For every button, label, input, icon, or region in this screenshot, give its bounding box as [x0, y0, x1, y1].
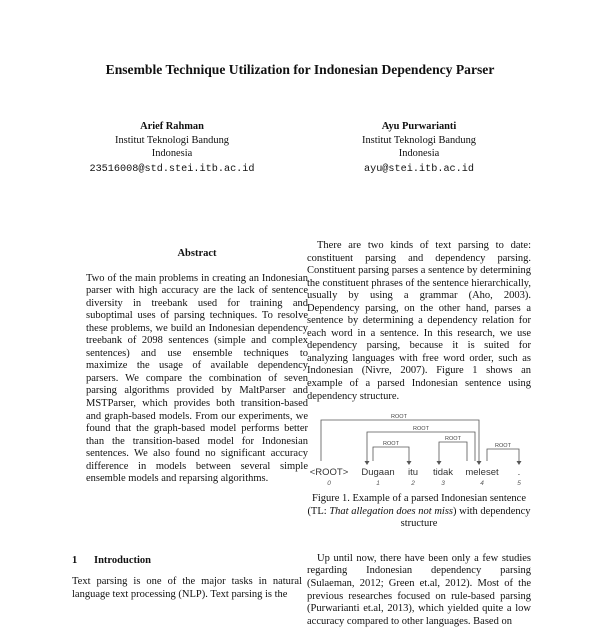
- token-index: 1: [376, 480, 380, 488]
- arc-label: ROOT: [391, 414, 407, 421]
- section-heading-introduction: [72, 555, 151, 566]
- token-index: 4: [480, 480, 484, 488]
- section-title: Introduction: [94, 555, 151, 566]
- token-word: Dugaan: [361, 467, 395, 479]
- figure-caption: [307, 493, 531, 531]
- token-index: 3: [441, 480, 445, 488]
- intro-text: Text parsing is one of the major tasks in natural language text processing (NLP). Text parsing is the: [72, 576, 302, 600]
- arc-dugaan-itu: [373, 447, 409, 461]
- author-email: 23516008@std.stei.itb.ac.id: [89, 163, 255, 175]
- dependency-figure: [307, 411, 531, 487]
- arc-label: ROOT: [413, 426, 429, 433]
- arc-label: ROOT: [445, 436, 461, 443]
- token-index: 0: [327, 480, 331, 488]
- caption-translation: That allegation does not miss: [329, 505, 453, 517]
- token-word: tidak: [432, 467, 454, 479]
- caption-text-end: ) with dependency structure: [400, 505, 531, 530]
- abstract-heading: Abstract: [177, 248, 217, 259]
- token-word: itu: [407, 467, 419, 479]
- arc-meleset-period: [487, 449, 519, 461]
- arc-meleset-tidak: [439, 442, 467, 461]
- token-index: 2: [411, 480, 415, 488]
- token-index: 5: [517, 480, 521, 488]
- token-word: <ROOT>: [309, 467, 349, 479]
- author-block-1: [62, 120, 282, 176]
- author-name: Ayu Purwarianti: [381, 121, 457, 132]
- arc-label: ROOT: [495, 443, 511, 450]
- body-paragraph-1: There are two kinds of text parsing to date: constituent parsing and dependency parsing. Constituent parsing parses a sentence by determining the constituent phrases of the sentence hierarchically, usually by using a grammar (Aho, 2003). Dependency parsing, on the other hand, parses a sentence by determining a dependency relation for each word in a sentence. In this research, we use dependency parsing, because it is suited for analyzing languages with free word order, such as Indonesian (Nivre, 2007). Figure 1 shows an example of a parsed Indonesian sentence using dependency structure.: [307, 240, 531, 402]
- token-word: .: [517, 467, 521, 479]
- right-column: [307, 240, 531, 628]
- author-affiliation: Institut Teknologi Bandung: [362, 134, 476, 146]
- token-word: meleset: [465, 467, 499, 479]
- body-paragraph-2: Up until now, there have been only a few studies regarding Indonesian dependency parsing (Sulaeman, 2012; Green et.al, 2012). Most of the previous researches focused on rule-based parsing (Purwarianti et.al, 2013), which yielded quite a low accuracy compared to other languages. Based on: [307, 552, 531, 627]
- dependency-tree-diagram: [307, 411, 531, 487]
- left-column: [86, 240, 308, 486]
- arc-label: ROOT: [383, 441, 399, 448]
- caption-text: Figure 1. Example of a parsed Indonesian sentence (TL:: [307, 493, 526, 517]
- author-affiliation: Institut Teknologi Bandung: [115, 134, 229, 146]
- author-country: Indonesia: [398, 148, 440, 160]
- author-country: Indonesia: [151, 148, 193, 160]
- paper-title: Ensemble Technique Utilization for Indonesian Dependency Parser: [105, 62, 495, 77]
- abstract-text: Two of the main problems in creating an Indonesian parser with high accuracy are the lack of sentence diversity in treebank used for training and suboptimal uses of parsing techniques. To resolve these problems, we build an Indonesian dependency treebank of 2098 sentences (simple and complex sentences) and use ensemble techniques to maximize the usage of available dependency parsers. We compare the combination of seven parsing algorithms provided by MaltParser and MSTParser, which provides both transition-based and graph-based models. From our experiments, we found that the graph-based model performs better than the transition-based model for Indonesian sentences. We also found no significant accuracy difference in models between several simple ensemble models and reparsing algorithms.: [86, 272, 308, 485]
- author-block-2: [309, 120, 529, 176]
- author-email: ayu@stei.itb.ac.id: [363, 163, 475, 175]
- section-number: 1: [72, 555, 78, 566]
- author-name: Arief Rahman: [140, 121, 204, 132]
